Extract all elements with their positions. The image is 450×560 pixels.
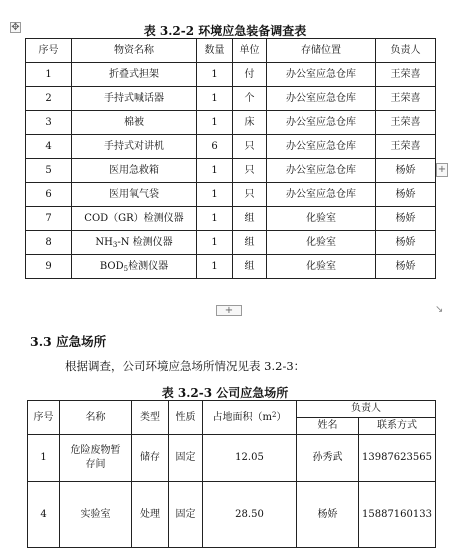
header-cell: 单位 [233,39,267,63]
cell-name: 医用氧气袋 [72,183,197,207]
table-row [28,482,436,548]
table-row [26,87,436,111]
cell-no: 6 [26,183,72,207]
formula-text: BOD [99,260,124,272]
header-cell: 性质 [169,401,203,435]
formula-text: NH [95,236,113,248]
cell-person: 杨娇 [297,482,359,548]
cell-nature: 固定 [169,435,203,482]
header-cell: 姓名 [297,418,359,435]
cell-unit: 只 [233,135,267,159]
header-cell: 序号 [28,401,60,435]
header-cell: 负责人 [297,401,436,418]
cell-person: 杨娇 [376,183,436,207]
cell-person: 杨娇 [376,231,436,255]
cell-area: 28.50 [203,482,297,548]
cell-unit: 个 [233,87,267,111]
cell-location: 化验室 [267,207,376,231]
table-row [26,135,436,159]
cell-no: 3 [26,111,72,135]
cell-name: 折叠式担架 [72,63,197,87]
cell-no: 2 [26,87,72,111]
cell-nature: 固定 [169,482,203,548]
table-row [28,435,436,482]
header-cell: 负责人 [376,39,436,63]
cell-unit: 组 [233,207,267,231]
add-column-button[interactable]: + [437,164,447,175]
header-cell: 数量 [197,39,233,63]
paragraph-text: 根据调查，公司环境应急场所情况见表 3.2-3： [65,359,306,373]
cell-no: 4 [28,482,60,548]
cell-location: 化验室 [267,231,376,255]
cell-no: 5 [26,159,72,183]
table1-caption: 表 3.2-2 环境应急装备调查表 [143,24,307,38]
cell-name: COD（GR）检测仪器 [72,207,197,231]
table-row [26,231,436,255]
cell-person: 杨娇 [376,207,436,231]
cell-qty: 1 [197,159,233,183]
cell-no: 9 [26,255,72,279]
cell-type: 处理 [132,482,169,548]
area-header-superscript: 2 [272,410,277,419]
cell-unit: 组 [233,231,267,255]
cell-location: 办公室应急仓库 [267,111,376,135]
cell-name: 棉被 [72,111,197,135]
cell-phone: 13987623565 [359,435,436,482]
cell-person: 杨娇 [376,255,436,279]
cell-person: 王荣喜 [376,135,436,159]
header-cell: 类型 [132,401,169,435]
area-header-text: ） [276,411,287,423]
cell-qty: 1 [197,87,233,111]
cell-no: 7 [26,207,72,231]
cell-name: 手持式对讲机 [72,135,197,159]
cell-qty: 6 [197,135,233,159]
cell-type: 储存 [132,435,169,482]
table-resize-handle[interactable]: ↘ [435,304,444,315]
cell-location: 办公室应急仓库 [267,63,376,87]
formula-subscript: 5 [123,264,129,273]
cell-no: 4 [26,135,72,159]
table-row [26,159,436,183]
cell-unit: 只 [233,183,267,207]
cell-name: 危险废物暂存间 [60,435,132,482]
header-cell: 存储位置 [267,39,376,63]
cell-location: 办公室应急仓库 [267,87,376,111]
cell-name: 医用急救箱 [72,159,197,183]
cell-person: 王荣喜 [376,111,436,135]
cell-no: 1 [28,435,60,482]
equipment-table [25,38,436,279]
formula-text: 检测仪器 [128,260,169,272]
cell-unit: 组 [233,255,267,279]
cell-qty: 1 [197,63,233,87]
cell-name [72,231,197,255]
table-row [26,255,436,279]
table2-caption: 表 3.2-3 公司应急场所 [161,386,289,400]
formula-subscript: 3 [112,240,118,249]
cell-qty: 1 [197,183,233,207]
cell-name [72,255,197,279]
header-cell: 序号 [26,39,72,63]
formula-text: -N 检测仪器 [117,236,173,248]
header-cell: 名称 [60,401,132,435]
cell-location: 办公室应急仓库 [267,183,376,207]
header-cell [203,401,297,435]
add-row-button[interactable]: + [216,305,242,316]
cell-qty: 1 [197,111,233,135]
section-heading: 3.3 应急场所 [30,334,107,349]
cell-person: 王荣喜 [376,63,436,87]
area-header-text: 占地面积（m [212,411,272,423]
table-row [26,111,436,135]
cell-unit: 床 [233,111,267,135]
cell-location: 办公室应急仓库 [267,135,376,159]
cell-unit: 付 [233,63,267,87]
table-header-row [26,39,436,63]
table-row [26,207,436,231]
cell-unit: 只 [233,159,267,183]
cell-location: 办公室应急仓库 [267,159,376,183]
cell-location: 化验室 [267,255,376,279]
header-cell: 物资名称 [72,39,197,63]
cell-name: 手持式喊话器 [72,87,197,111]
table-row [26,183,436,207]
header-cell: 联系方式 [359,418,436,435]
cell-person: 孙秀武 [297,435,359,482]
cell-no: 8 [26,231,72,255]
cell-qty: 1 [197,207,233,231]
table-move-handle[interactable]: ✥ [11,22,20,33]
cell-person: 杨娇 [376,159,436,183]
table-row [26,63,436,87]
cell-qty: 1 [197,255,233,279]
cell-name: 实验室 [60,482,132,548]
table-header-row [28,401,436,418]
cell-person: 王荣喜 [376,87,436,111]
cell-area: 12.05 [203,435,297,482]
emergency-sites-table [27,400,436,548]
cell-phone: 15887160133 [359,482,436,548]
cell-qty: 1 [197,231,233,255]
cell-no: 1 [26,63,72,87]
